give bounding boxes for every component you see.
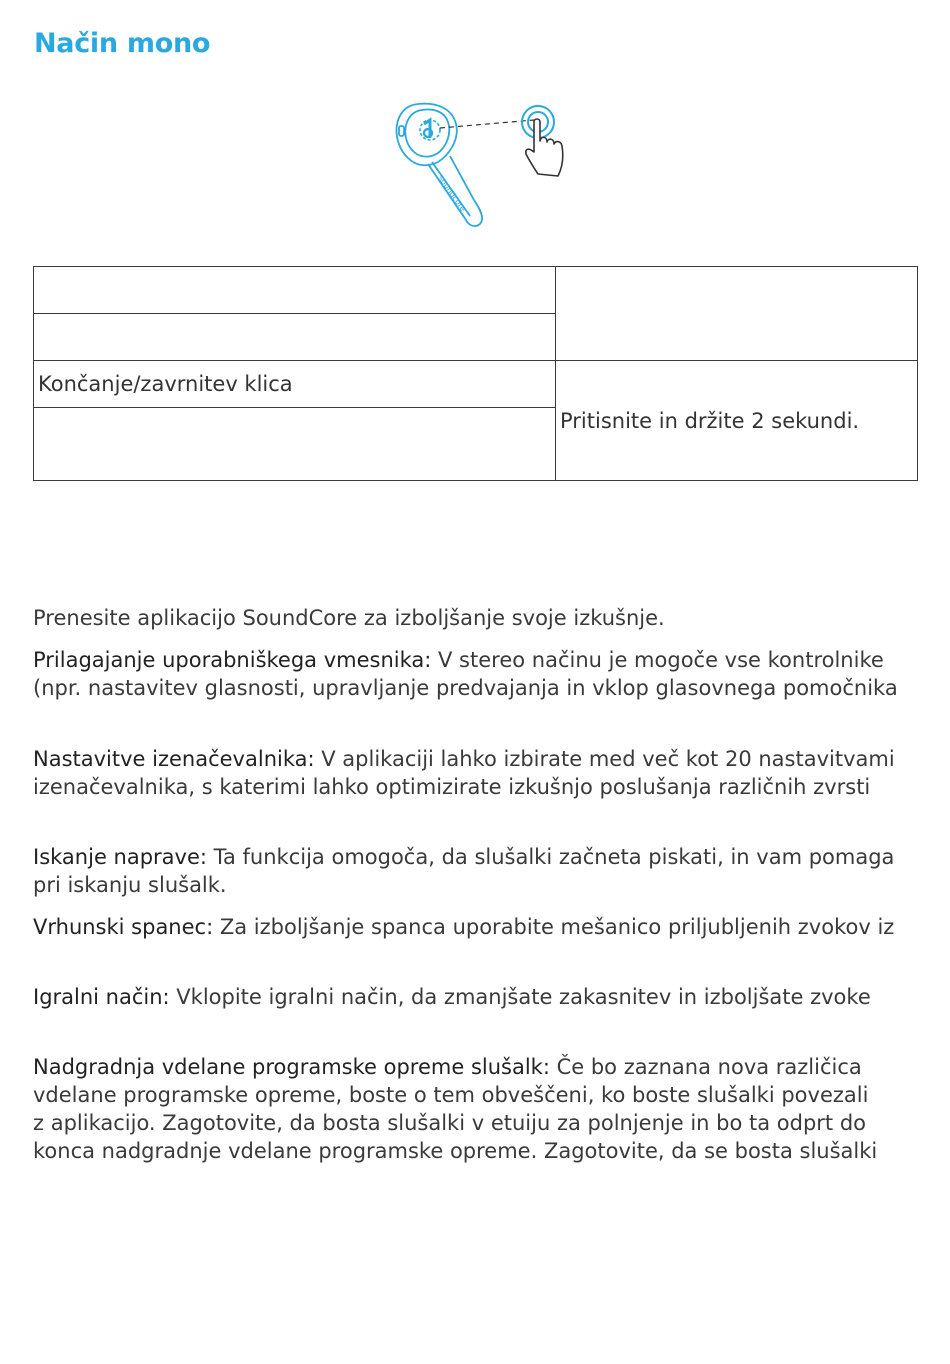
feature-label: Nastavitve izenačevalnika: — [33, 747, 315, 771]
feature-text: z aplikacijo. Zagotovite, da bosta slušalki v etuiju za polnjenje in bo ta odprt do — [33, 1111, 867, 1135]
feature-sleep — [33, 913, 923, 941]
feature-label: Nadgradnja vdelane programske opreme slušalk: — [33, 1055, 550, 1079]
feature-text: pri iskanju slušalk. — [33, 873, 227, 897]
earbud-icon — [397, 104, 483, 226]
table-cell-action — [34, 314, 556, 361]
feature-ui-customization — [33, 646, 923, 702]
feature-text: V stereo načinu je mogoče vse kontrolnike — [431, 648, 884, 672]
tap-hand-icon — [522, 106, 563, 176]
feature-text: Ta funkcija omogoča, da slušalki začneta piskati, in vam pomaga — [206, 845, 895, 869]
table-cell-operation — [556, 267, 918, 361]
earbud-tap-illustration — [388, 96, 578, 236]
feature-label: Igralni način: — [33, 985, 170, 1009]
feature-equalizer — [33, 745, 923, 801]
table-row — [34, 267, 918, 314]
feature-text: (npr. nastavitev glasnosti, upravljanje predvajanja in vklop glasovnega pomočnika — [33, 676, 898, 700]
table-row — [34, 361, 918, 408]
controls-table — [33, 266, 918, 481]
table-cell-operation: Pritisnite in držite 2 sekundi. — [556, 361, 918, 481]
page-title: Način mono — [34, 28, 211, 59]
table-cell-action: Končanje/zavrnitev klica — [34, 361, 556, 408]
feature-text: vdelane programske opreme, boste o tem obveščeni, ko boste slušalki povezali — [33, 1083, 869, 1107]
feature-text: konca nadgradnje vdelane programske opreme. Zagotovite, da se bosta slušalki — [33, 1139, 878, 1163]
feature-find-device — [33, 843, 923, 899]
feature-label: Vrhunski spanec: — [33, 915, 214, 939]
feature-text: V aplikaciji lahko izbirate med več kot 20 nastavitvami — [314, 747, 895, 771]
svg-text:soundcore: soundcore — [436, 173, 468, 214]
feature-gaming-mode — [33, 983, 923, 1011]
feature-text: Vklopite igralni način, da zmanjšate zakasnitev in izboljšate zvoke — [169, 985, 871, 1009]
feature-text: Če bo zaznana nova različica — [549, 1055, 862, 1079]
feature-text: izenačevalnika, s katerimi lahko optimizirate izkušnjo poslušanja različnih zvrsti — [33, 775, 871, 799]
feature-firmware-update — [33, 1053, 923, 1165]
table-cell-action — [34, 267, 556, 314]
table-cell-action — [34, 408, 556, 481]
intro-paragraph: Prenesite aplikacijo SoundCore za izboljšanje svoje izkušnje. — [33, 606, 665, 630]
touch-area-icon — [420, 120, 440, 140]
feature-label: Prilagajanje uporabniškega vmesnika: — [33, 648, 432, 672]
feature-label: Iskanje naprave: — [33, 845, 207, 869]
feature-text: Za izboljšanje spanca uporabite mešanico priljubljenih zvokov iz — [213, 915, 895, 939]
